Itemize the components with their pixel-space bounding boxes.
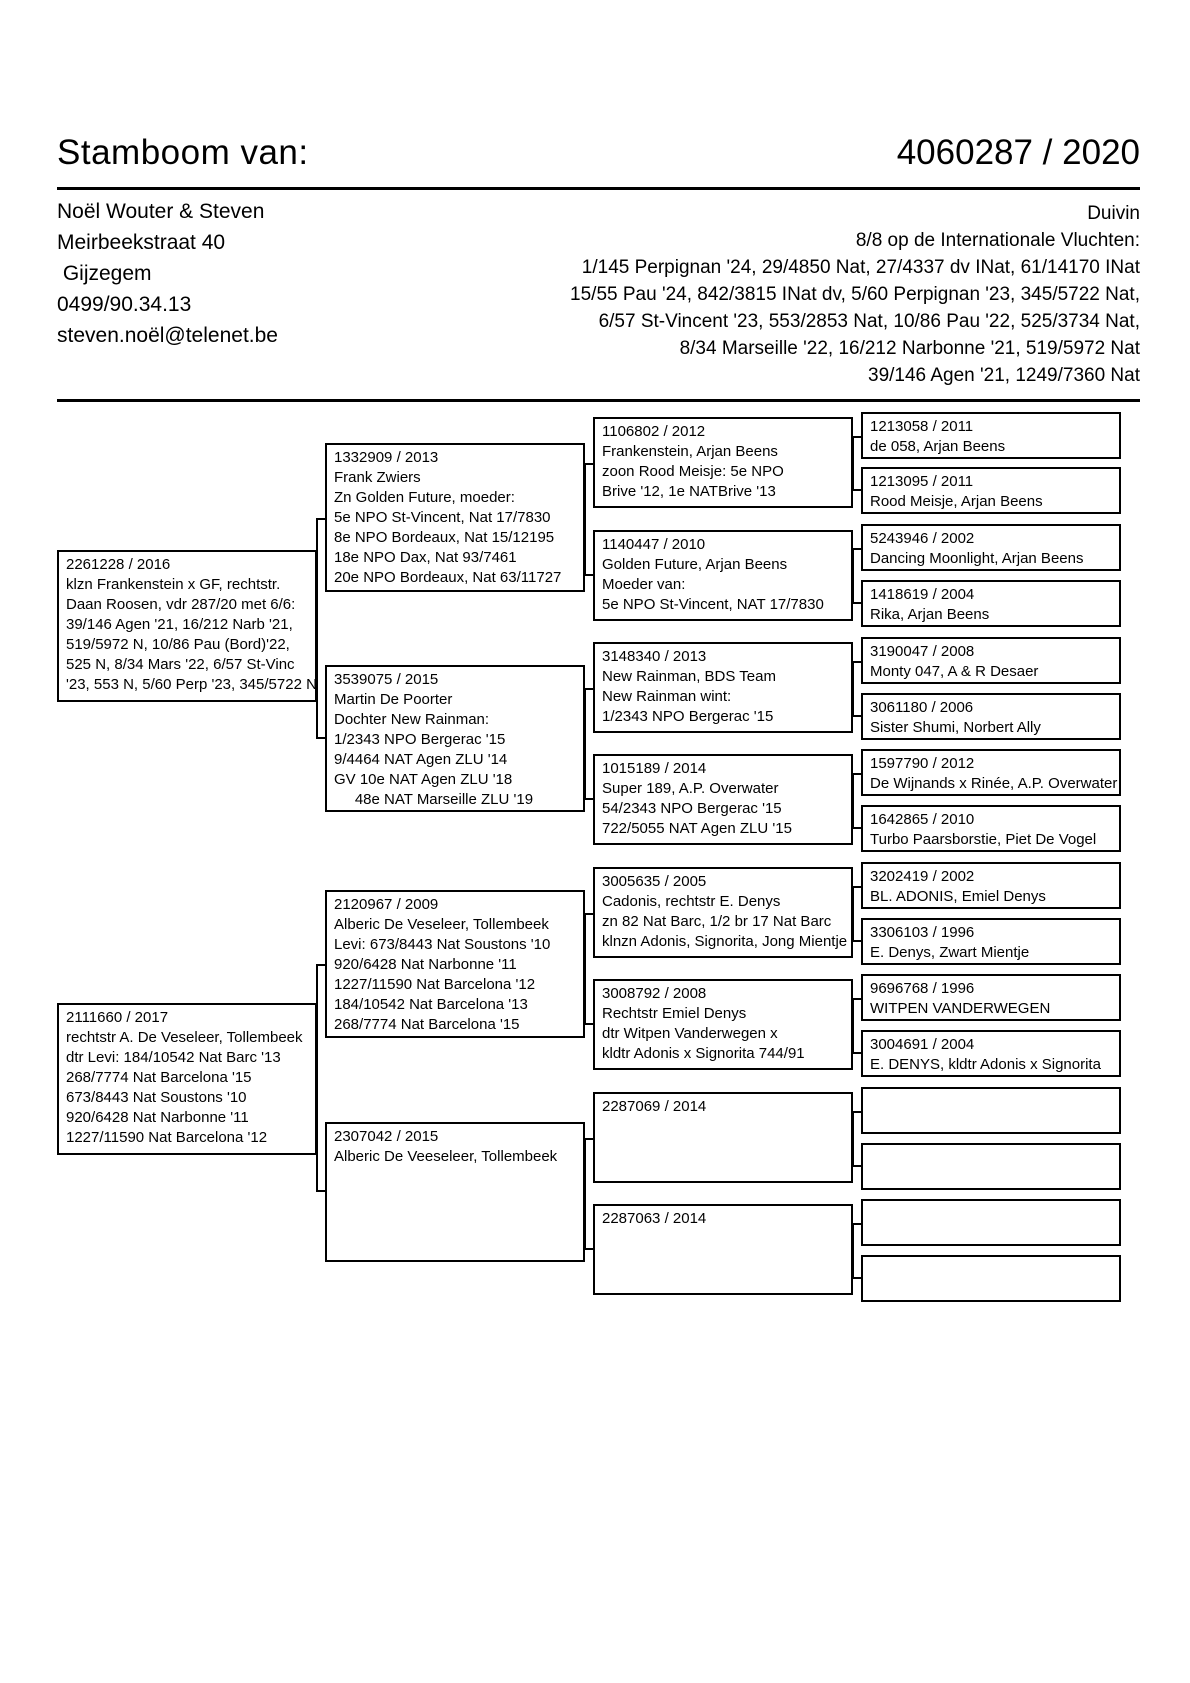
pedigree-box-line: zoon Rood Meisje: 5e NPO bbox=[602, 463, 784, 480]
pedigree-box-line: Alberic De Veeseleer, Tollembeek bbox=[334, 1148, 558, 1165]
pedigree-box-line: 3306103 / 1996 bbox=[870, 924, 975, 941]
pedigree-box-line: 920/6428 Nat Narbonne '11 bbox=[66, 1109, 249, 1126]
pedigree-box-gen4-5 bbox=[861, 637, 1121, 684]
pedigree-box-line: 1642865 / 2010 bbox=[870, 811, 975, 828]
bird-result-line: 6/57 St-Vincent '23, 553/2853 Nat, 10/86 Pau '22, 525/3734 Nat, bbox=[598, 311, 1140, 332]
pedigree-connector bbox=[584, 913, 593, 1025]
pedigree-box-line: E. DENYS, kldtr Adonis x Signorita bbox=[870, 1056, 1101, 1073]
pedigree-box-line: Super 189, A.P. Overwater bbox=[602, 780, 779, 797]
pedigree-connector bbox=[852, 436, 861, 491]
pedigree-box-line: Rika, Arjan Beens bbox=[870, 606, 990, 623]
pedigree-box-line: 8e NPO Bordeaux, Nat 15/12195 bbox=[334, 529, 555, 546]
subject-ring-number: 4060287 / 2020 bbox=[896, 133, 1140, 172]
header-rule-top bbox=[57, 187, 1140, 190]
pedigree-box-gen4-10 bbox=[861, 918, 1121, 965]
bird-result-line: 39/146 Agen '21, 1249/7360 Nat bbox=[868, 365, 1140, 386]
pedigree-box-gen3-1 bbox=[593, 417, 853, 508]
pedigree-box-line: 2111660 / 2017 bbox=[66, 1009, 169, 1026]
pedigree-box-gen3-3 bbox=[593, 642, 853, 733]
pedigree-box-line: 48e NAT Marseille ZLU '19 bbox=[334, 791, 534, 808]
pedigree-box-line: dtr Witpen Vanderwegen x bbox=[602, 1025, 778, 1042]
pedigree-box-line: 673/8443 Nat Soustons '10 bbox=[66, 1089, 247, 1106]
pedigree-box-gen4-16 bbox=[861, 1255, 1121, 1302]
pedigree-box-line: 1227/11590 Nat Barcelona '12 bbox=[334, 976, 536, 993]
pedigree-connector bbox=[584, 1138, 593, 1250]
pedigree-box-gen1-2 bbox=[57, 1003, 317, 1155]
owner-line: steven.noël@telenet.be bbox=[57, 324, 278, 347]
pedigree-box-gen3-2 bbox=[593, 530, 853, 621]
pedigree-box-line: Zn Golden Future, moeder: bbox=[334, 489, 515, 506]
pedigree-box-line: 5e NPO St-Vincent, NAT 17/7830 bbox=[602, 596, 824, 613]
pedigree-box-gen3-5 bbox=[593, 867, 853, 958]
pedigree-box-gen4-2 bbox=[861, 467, 1121, 514]
pedigree-box-gen3-4 bbox=[593, 754, 853, 845]
pedigree-box-line: 1/2343 NPO Bergerac '15 bbox=[602, 708, 774, 725]
pedigree-box-line: 3008792 / 2008 bbox=[602, 985, 707, 1002]
bird-result-line: Duivin bbox=[1087, 203, 1140, 224]
pedigree-box-line: 3061180 / 2006 bbox=[870, 699, 974, 716]
pedigree-box-line: 5e NPO St-Vincent, Nat 17/7830 bbox=[334, 509, 551, 526]
pedigree-box-gen4-11 bbox=[861, 974, 1121, 1021]
pedigree-box-line: 2287069 / 2014 bbox=[602, 1098, 707, 1115]
pedigree-box-line: 2307042 / 2015 bbox=[334, 1128, 439, 1145]
pedigree-box-gen2-2 bbox=[325, 665, 585, 812]
pedigree-box-line: 268/7774 Nat Barcelona '15 bbox=[334, 1016, 520, 1033]
pedigree-box-line: Frank Zwiers bbox=[334, 469, 421, 486]
pedigree-box-line: E. Denys, Zwart Mientje bbox=[870, 944, 1030, 961]
pedigree-box-gen1-1 bbox=[57, 550, 317, 702]
pedigree-box-line: 1418619 / 2004 bbox=[870, 586, 975, 603]
owner-block bbox=[57, 196, 278, 351]
pedigree-box-line: 3148340 / 2013 bbox=[602, 648, 707, 665]
pedigree-box-line: 3005635 / 2005 bbox=[602, 873, 707, 890]
pedigree-connector bbox=[852, 773, 861, 829]
pedigree-box-line: 3539075 / 2015 bbox=[334, 671, 439, 688]
pedigree-box-line: 1106802 / 2012 bbox=[602, 423, 706, 440]
pedigree-box-line: 2261228 / 2016 bbox=[66, 556, 171, 573]
pedigree-connector bbox=[316, 964, 325, 1192]
pedigree-box-gen4-13 bbox=[861, 1087, 1121, 1134]
pedigree-box-line: New Rainman, BDS Team bbox=[602, 668, 776, 685]
pedigree-box-line: 1015189 / 2014 bbox=[602, 760, 707, 777]
pedigree-box-line: 1/2343 NPO Bergerac '15 bbox=[334, 731, 506, 748]
pedigree-box-line: Dancing Moonlight, Arjan Beens bbox=[870, 550, 1084, 567]
pedigree-box-line: 184/10542 Nat Barcelona '13 bbox=[334, 996, 528, 1013]
pedigree-box-line: 1227/11590 Nat Barcelona '12 bbox=[66, 1129, 268, 1146]
pedigree-connector bbox=[584, 463, 593, 576]
pedigree-box-gen4-14 bbox=[861, 1143, 1121, 1190]
pedigree-connector bbox=[852, 548, 861, 604]
pedigree-box-line: Monty 047, A & R Desaer bbox=[870, 663, 1039, 680]
pedigree-box-line: Brive '12, 1e NATBrive '13 bbox=[602, 483, 776, 500]
pedigree-connector bbox=[316, 518, 325, 739]
pedigree-box-line: Rood Meisje, Arjan Beens bbox=[870, 493, 1043, 510]
pedigree-connector bbox=[852, 1223, 861, 1279]
pedigree-box-gen2-1 bbox=[325, 443, 585, 592]
pedigree-box-line: 519/5972 N, 10/86 Pau (Bord)'22, bbox=[66, 636, 290, 653]
pedigree-box-line: dtr Levi: 184/10542 Nat Barc '13 bbox=[66, 1049, 281, 1066]
pedigree-box-line: zn 82 Nat Barc, 1/2 br 17 Nat Barc bbox=[602, 913, 832, 930]
pedigree-box-line: de 058, Arjan Beens bbox=[870, 438, 1006, 455]
pedigree-box-line: 18e NPO Dax, Nat 93/7461 bbox=[334, 549, 517, 566]
pedigree-box-line: 1597790 / 2012 bbox=[870, 755, 975, 772]
owner-line: 0499/90.34.13 bbox=[57, 293, 192, 316]
pedigree-box-gen3-7 bbox=[593, 1092, 853, 1183]
bird-result-line: 8/34 Marseille '22, 16/212 Narbonne '21, 519/5972 Nat bbox=[679, 338, 1140, 359]
pedigree-box-line: 1332909 / 2013 bbox=[334, 449, 439, 466]
pedigree-box-gen4-12 bbox=[861, 1030, 1121, 1077]
pedigree-box-line: klzn Frankenstein x GF, rechtstr. bbox=[66, 576, 281, 593]
pedigree-box-line: 2120967 / 2009 bbox=[334, 896, 439, 913]
pedigree-box-line: 2287063 / 2014 bbox=[602, 1210, 707, 1227]
pedigree-box-line: '23, 553 N, 5/60 Perp '23, 345/5722 N bbox=[66, 676, 317, 693]
pedigree-box-line: Sister Shumi, Norbert Ally bbox=[870, 719, 1041, 736]
pedigree-box-line: Golden Future, Arjan Beens bbox=[602, 556, 788, 573]
pedigree-box-line: 39/146 Agen '21, 16/212 Narb '21, bbox=[66, 616, 293, 633]
pedigree-box-gen3-6 bbox=[593, 979, 853, 1070]
header-rule-bottom bbox=[57, 399, 1140, 402]
pedigree-box-line: WITPEN VANDERWEGEN bbox=[870, 1000, 1051, 1017]
pedigree-box-line: Frankenstein, Arjan Beens bbox=[602, 443, 778, 460]
pedigree-box-line: BL. ADONIS, Emiel Denys bbox=[870, 888, 1046, 905]
pedigree-connector bbox=[852, 1111, 861, 1167]
pedigree-connector bbox=[852, 661, 861, 717]
pedigree-box-line: Moeder van: bbox=[602, 576, 686, 593]
pedigree-box-line: klnzn Adonis, Signorita, Jong Mientje bbox=[602, 933, 848, 950]
owner-line: Noël Wouter & Steven bbox=[57, 200, 265, 223]
pedigree-box-line: 525 N, 8/34 Mars '22, 6/57 St-Vinc bbox=[66, 656, 295, 673]
bird-result-line: 15/55 Pau '24, 842/3815 INat dv, 5/60 Perpignan '23, 345/5722 Nat, bbox=[570, 284, 1140, 305]
bird-result-line: 1/145 Perpignan '24, 29/4850 Nat, 27/4337 dv INat, 61/14170 INat bbox=[581, 257, 1140, 278]
pedigree-box-gen2-4 bbox=[325, 1122, 585, 1262]
pedigree-box-gen4-4 bbox=[861, 580, 1121, 627]
pedigree-box-gen4-1 bbox=[861, 412, 1121, 459]
pedigree-box-line: 9/4464 NAT Agen ZLU '14 bbox=[334, 751, 508, 768]
pedigree-box-line: 920/6428 Nat Narbonne '11 bbox=[334, 956, 517, 973]
page-title: Stamboom van: bbox=[57, 133, 309, 172]
pedigree-box-line: 5243946 / 2002 bbox=[870, 530, 975, 547]
bird-result-line: 8/8 op de Internationale Vluchten: bbox=[855, 230, 1140, 251]
pedigree-box-line: De Wijnands x Rinée, A.P. Overwater bbox=[870, 775, 1118, 792]
pedigree-connector bbox=[852, 886, 861, 942]
pedigree-box-line: 3190047 / 2008 bbox=[870, 643, 975, 660]
bird-info-block bbox=[570, 200, 1140, 389]
pedigree-box-line: 3202419 / 2002 bbox=[870, 868, 975, 885]
pedigree-box-line: Martin De Poorter bbox=[334, 691, 453, 708]
pedigree-box-gen3-8 bbox=[593, 1204, 853, 1295]
owner-line: Meirbeekstraat 40 bbox=[57, 231, 226, 254]
pedigree-box-line: 54/2343 NPO Bergerac '15 bbox=[602, 800, 782, 817]
pedigree-box-gen4-7 bbox=[861, 749, 1121, 796]
pedigree-box-line: Levi: 673/8443 Nat Soustons '10 bbox=[334, 936, 551, 953]
pedigree-box-line: kldtr Adonis x Signorita 744/91 bbox=[602, 1045, 805, 1062]
pedigree-box-gen4-6 bbox=[861, 693, 1121, 740]
pedigree-box-line: 9696768 / 1996 bbox=[870, 980, 975, 997]
pedigree-box-line: 20e NPO Bordeaux, Nat 63/11727 bbox=[334, 569, 562, 586]
pedigree-box-gen4-15 bbox=[861, 1199, 1121, 1246]
pedigree-box-line: Rechtstr Emiel Denys bbox=[602, 1005, 747, 1022]
pedigree-box-line: 722/5055 NAT Agen ZLU '15 bbox=[602, 820, 792, 837]
pedigree-box-line: 3004691 / 2004 bbox=[870, 1036, 975, 1053]
pedigree-connector bbox=[584, 688, 593, 800]
pedigree-box-line: Cadonis, rechtstr E. Denys bbox=[602, 893, 781, 910]
pedigree-box-line: 1213058 / 2011 bbox=[870, 418, 974, 435]
pedigree-box-line: Dochter New Rainman: bbox=[334, 711, 490, 728]
pedigree-box-gen2-3 bbox=[325, 890, 585, 1038]
pedigree-box-line: 1213095 / 2011 bbox=[870, 473, 974, 490]
pedigree-box-line: 268/7774 Nat Barcelona '15 bbox=[66, 1069, 252, 1086]
pedigree-box-line: Alberic De Veseleer, Tollembeek bbox=[334, 916, 549, 933]
owner-line: Gijzegem bbox=[57, 262, 152, 285]
pedigree-box-gen4-8 bbox=[861, 805, 1121, 852]
pedigree-box-line: GV 10e NAT Agen ZLU '18 bbox=[334, 771, 513, 788]
pedigree-box-gen4-9 bbox=[861, 862, 1121, 909]
pedigree-connector bbox=[852, 998, 861, 1054]
pedigree-box-line: 1140447 / 2010 bbox=[602, 536, 706, 553]
pedigree-box-gen4-3 bbox=[861, 524, 1121, 571]
pedigree-box-line: Daan Roosen, vdr 287/20 met 6/6: bbox=[66, 596, 296, 613]
pedigree-box-line: Turbo Paarsborstie, Piet De Vogel bbox=[870, 831, 1097, 848]
pedigree-box-line: rechtstr A. De Veseleer, Tollembeek bbox=[66, 1029, 303, 1046]
pedigree-box-line: New Rainman wint: bbox=[602, 688, 732, 705]
